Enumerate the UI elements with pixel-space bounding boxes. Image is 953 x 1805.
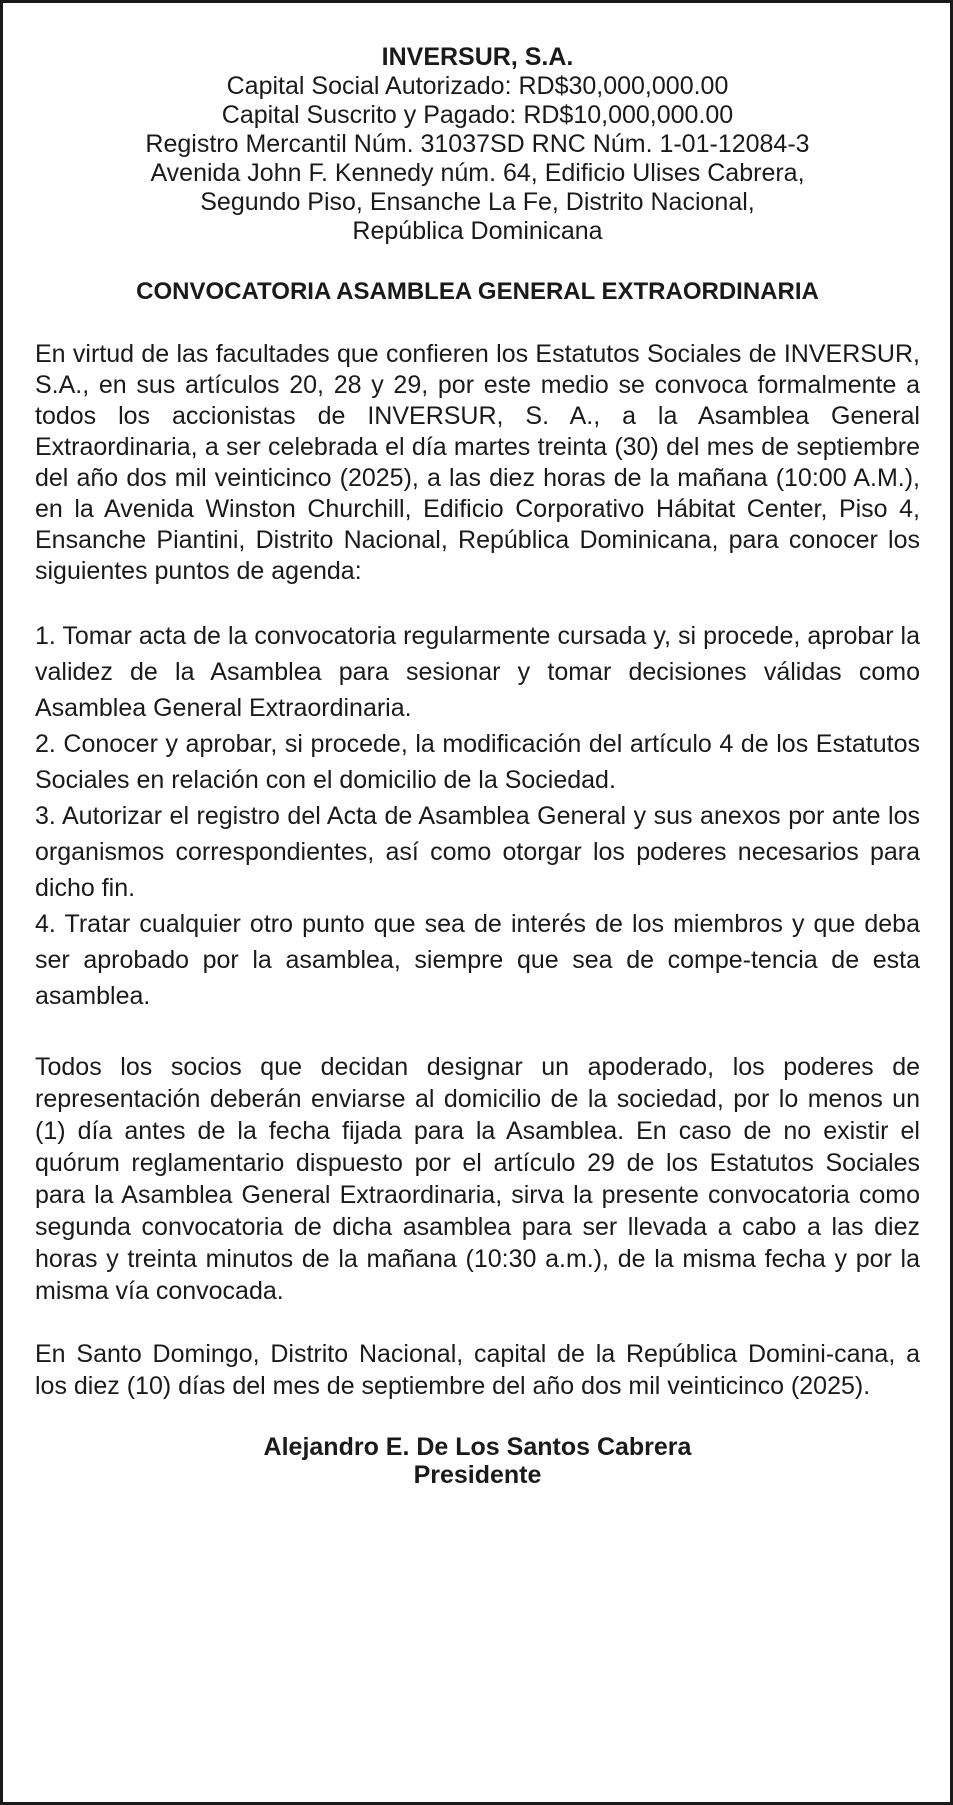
intro-paragraph: En virtud de las facultades que confieren los Estatutos Sociales de INVERSUR, S.A., en sus artículos 20, 28 y 29, por este medio se convoca formalmente a todos los accionistas de INVERSUR, S. A., a la Asamblea General Extraordinaria, a ser celebrada el día martes treinta (30) del mes de septiembre del año dos mil veinticinco (2025), a las diez horas de la mañana (10:00 A.M.), en la Avenida Winston Churchill, Edificio Corporativo Hábitat Center, Piso 4, Ensanche Piantini, Distrito Nacional, República Dominicana, para conocer los siguientes puntos de agenda: xyxy=(35,340,920,585)
signatory-name: Alejandro E. De Los Santos Cabrera xyxy=(263,1433,692,1461)
company-header xyxy=(35,43,920,246)
closing-paragraph: En Santo Domingo, Distrito Nacional, capital de la República Domini-cana, a los diez (10) días del mes de septiembre del año dos mil veinticinco (2025). xyxy=(35,1340,920,1400)
capital-authorized: Capital Social Autorizado: RD$30,000,000.00 xyxy=(226,72,729,100)
agenda-list xyxy=(35,618,920,1014)
address-line-1: Avenida John F. Kennedy núm. 64, Edificio Ulises Cabrera, xyxy=(150,159,805,187)
address-line-2: Segundo Piso, Ensanche La Fe, Distrito Nacional, xyxy=(200,188,755,216)
signatory-role: Presidente xyxy=(413,1461,542,1489)
registry-info: Registro Mercantil Núm. 31037SD RNC Núm. 1-01-12084-3 xyxy=(145,130,810,158)
agenda-item: 4. Tratar cualquier otro punto que sea de interés de los miembros y que deba ser aprobado por la asamblea, siempre que sea de compe-tencia de esta asamblea. xyxy=(35,910,920,1010)
agenda-item: 2. Conocer y aprobar, si procede, la modificación del artículo 4 de los Estatutos Sociales en relación con el domicilio de la Sociedad. xyxy=(35,730,920,794)
capital-paid: Capital Suscrito y Pagado: RD$10,000,000.00 xyxy=(221,101,734,129)
address-line-3: República Dominicana xyxy=(352,217,603,245)
notice-title: CONVOCATORIA ASAMBLEA GENERAL EXTRAORDINARIA xyxy=(136,278,819,305)
signature-block xyxy=(35,1433,920,1489)
agenda-item: 3. Autorizar el registro del Acta de Asamblea General y sus anexos por ante los organismos correspondientes, así como otorgar los poderes necesarios para dicho fin. xyxy=(35,802,920,902)
company-name: INVERSUR, S.A. xyxy=(381,43,574,71)
proxies-paragraph: Todos los socios que decidan designar un apoderado, los poderes de representación deberán enviarse al domicilio de la sociedad, por lo menos un (1) día antes de la fecha fijada para la Asamblea. En caso de no existir el quórum reglamentario dispuesto por el artículo 29 de los Estatutos Sociales para la Asamblea General Extraordinaria, sirva la presente convocatoria como segunda convocatoria de dicha asamblea para ser llevada a cabo a las diez horas y treinta minutos de la mañana (10:30 a.m.), de la misma fecha y por la misma vía convocada. xyxy=(35,1053,920,1305)
agenda-item: 1. Tomar acta de la convocatoria regularmente cursada y, si procede, aprobar la validez de la Asamblea para sesionar y tomar decisiones válidas como Asamblea General Extraordinaria. xyxy=(35,622,920,722)
